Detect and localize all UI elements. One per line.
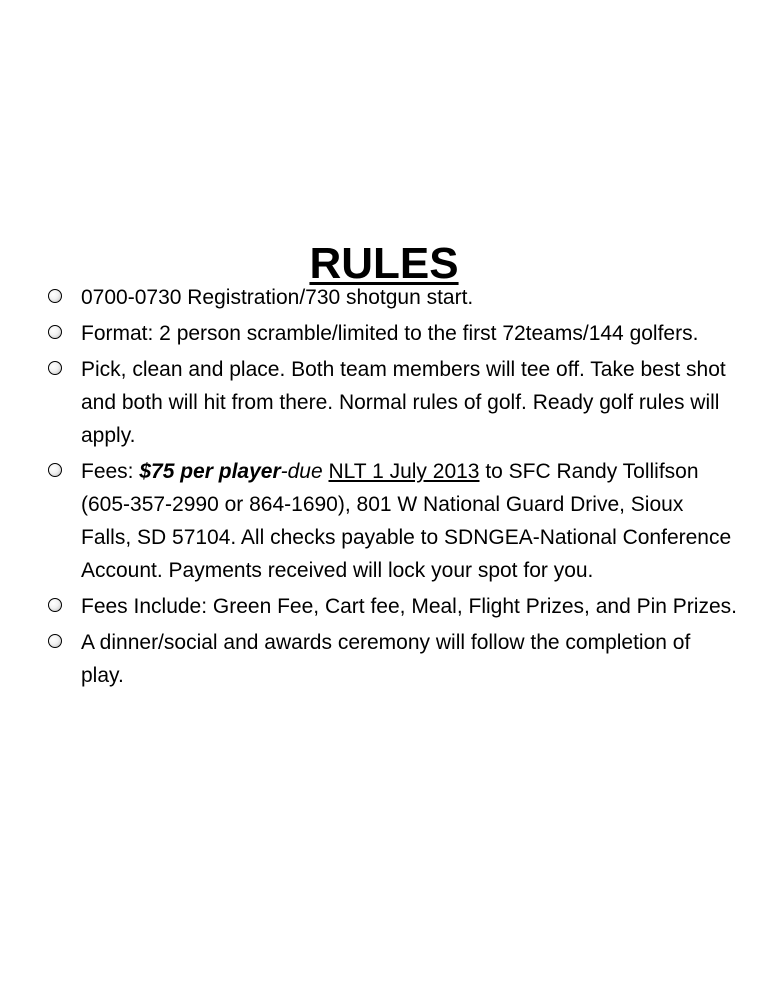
circle-bullet-icon [48,361,62,375]
rule-text: Format: 2 person scramble/limited to the first 72teams/144 golfers. [81,322,699,345]
rule-registration [48,281,738,314]
circle-bullet-icon [48,598,62,612]
page-title: RULES [309,239,459,289]
circle-bullet-icon [48,634,62,648]
rule-text: Fees Include: Green Fee, Cart fee, Meal, Flight Prizes, and Pin Prizes. [81,595,737,618]
rule-text: 0700-0730 Registration/730 shotgun start. [81,286,474,309]
rule-fees [48,455,738,587]
rule-format [48,317,738,350]
fees-due: -due [280,460,329,483]
fees-details: to SFC Randy Tollifson (605-357-2990 or 864-1690), 801 W National Guard Drive, Sioux Falls, SD 57104. All checks payable to SDNGEA-National Conference Account. Payments received will lock your spot for you. [81,460,732,582]
fees-price: $75 per player [139,460,281,483]
rule-fees-include [48,590,738,623]
rule-play [48,353,738,452]
rule-dinner [48,626,738,692]
fees-deadline: NLT 1 July 2013 [328,460,480,483]
rule-text: Pick, clean and place. Both team members will tee off. Take best shot and both will hit from there. Normal rules of golf. Ready golf rules will apply. [81,358,726,447]
circle-bullet-icon [48,463,62,477]
circle-bullet-icon [48,325,62,339]
rules-list [48,281,738,695]
rule-text: A dinner/social and awards ceremony will follow the completion of play. [81,631,691,687]
fees-prefix: Fees: [81,460,140,483]
circle-bullet-icon [48,289,62,303]
